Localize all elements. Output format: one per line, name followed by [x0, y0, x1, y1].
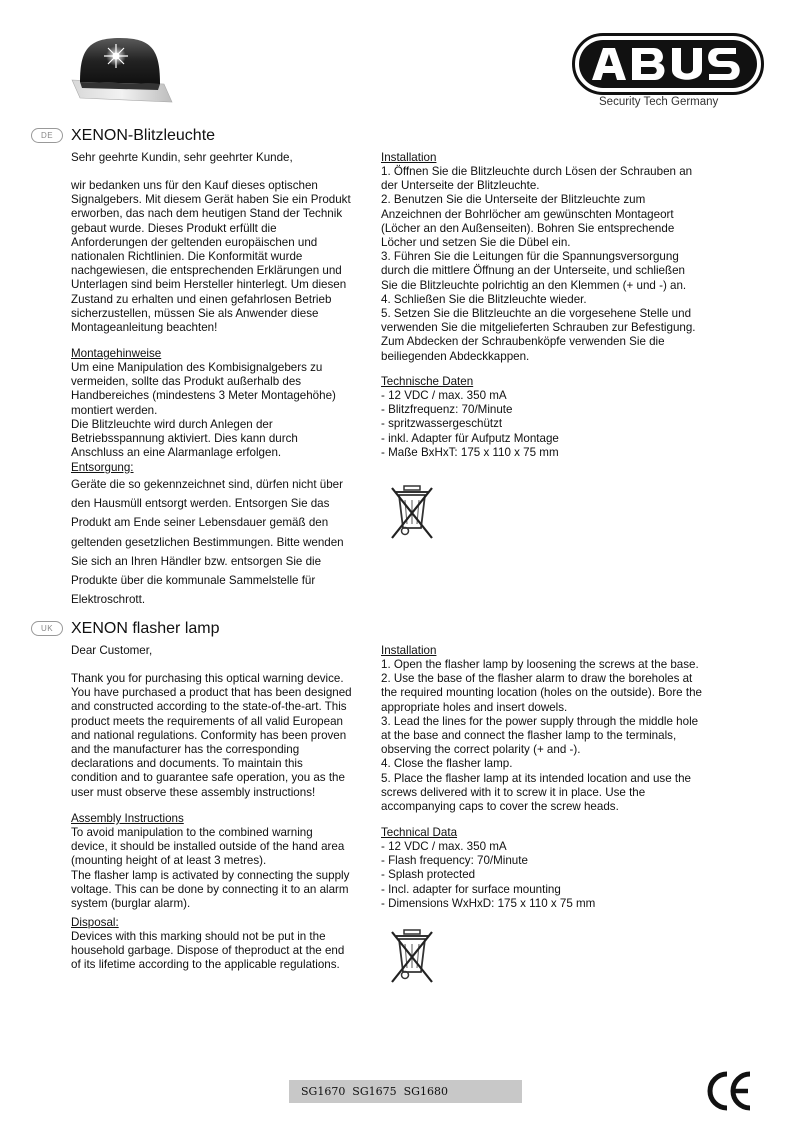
de-assembly-text	[71, 361, 336, 460]
uk-disposal-text	[71, 930, 344, 973]
text-line: Produkt am Ende seiner Lebensdauer gemäß den	[71, 516, 329, 530]
text-line: durch die mittlere Öffnung an der Unterseite, und schließen	[381, 264, 685, 278]
de-tech-list	[381, 389, 559, 460]
text-line: gebaut wurde. Dieses Produkt erfüllt die	[71, 221, 277, 235]
text-line: 2. Use the base of the flasher alarm to draw the boreholes at	[381, 672, 693, 686]
text-line: wir bedanken uns für den Kauf dieses optischen	[71, 179, 318, 192]
text-line: Löcher und setzen Sie die Dübel ein.	[381, 236, 571, 250]
text-line: system (burglar alarm).	[71, 897, 191, 911]
weee-bin-icon	[388, 928, 436, 986]
product-photo	[66, 32, 176, 104]
text-line: Betriebsspannung aktiviert. Dies kann durch	[71, 432, 298, 446]
text-line: erworben, das nach dem heutigen Stand der Technik	[71, 207, 343, 221]
text-line: Sie die Blitzleuchte polrichtig an den Klemmen (+ und -) an.	[381, 278, 687, 292]
spec-item: - 12 VDC / max. 350 mA	[381, 840, 507, 853]
uk-disposal-heading: Disposal:	[71, 916, 119, 929]
text-line: You have purchased a product that has been designed	[71, 686, 352, 700]
spec-item: - spritzwassergeschützt	[381, 417, 503, 431]
text-line: and national regulations. Conformity has been proven	[71, 728, 347, 742]
uk-installation-heading: Installation	[381, 644, 437, 657]
text-line: appropriate holes and insert dowels.	[381, 700, 568, 714]
text-line: 1. Öffnen Sie die Blitzleuchte durch Lösen der Schrauben an	[381, 165, 693, 178]
text-line: Anforderungen der geltenden europäischen und	[71, 235, 318, 249]
text-line: declarations and documents. To maintain this	[71, 757, 303, 771]
text-line: 4. Close the flasher lamp.	[381, 757, 513, 771]
uk-section-title: XENON flasher lamp	[71, 620, 220, 637]
uk-tech-list	[381, 840, 595, 911]
text-line: Signalgebers. Mit diesem Gerät haben Sie ein Produkt	[71, 193, 351, 207]
de-greeting: Sehr geehrte Kundin, sehr geehrter Kunde,	[71, 151, 293, 164]
text-line: Montageanleitung beachten!	[71, 321, 218, 335]
text-line: condition and to guarantee safe operation, you as the	[71, 771, 345, 785]
text-line: geltenden gesetzlichen Bestimmungen. Bitte wenden	[71, 535, 344, 549]
text-line: nachgewiesen, die entsprechenden Erklärungen und	[71, 264, 342, 278]
text-line: user must observe these assembly instructions!	[71, 785, 316, 799]
spec-item: - Blitzfrequenz: 70/Minute	[381, 403, 513, 417]
text-line: 1. Open the flasher lamp by loosening the screws at the base.	[381, 658, 699, 671]
text-line: product meets the requirements of all valid European	[71, 714, 343, 728]
text-line: Unterlagen sind beim Hersteller hinterlegt. Um diesen	[71, 278, 347, 292]
text-line: 2. Benutzen Sie die Unterseite der Blitzleuchte zum	[381, 193, 646, 207]
text-line: and the manufacturer has the corresponding	[71, 743, 300, 757]
text-line: observing the correct polarity (+ and -).	[381, 743, 581, 757]
ce-mark	[706, 1068, 752, 1114]
de-section-title: XENON-Blitzleuchte	[71, 127, 216, 144]
text-line: device, it should be installed outside of the hand area	[71, 840, 345, 854]
text-line: nationalen Richtlinien. Die Konformität wurde	[71, 250, 303, 264]
text-line: (mounting height of at least 3 metres).	[71, 854, 267, 868]
text-line: Zum Abdecken der Schraubenköpfe verwenden Sie die	[381, 335, 665, 349]
uk-installation-text	[381, 658, 702, 814]
uk-assembly-heading: Assembly Instructions	[71, 812, 184, 825]
spec-item: - Dimensions WxHxD: 175 x 110 x 75 mm	[381, 896, 596, 910]
text-line: 4. Schließen Sie die Blitzleuchte wieder.	[381, 292, 587, 306]
text-line: 3. Führen Sie die Leitungen für die Spannungsversorgung	[381, 250, 679, 264]
uk-greeting: Dear Customer,	[71, 644, 153, 657]
model-numbers: SG1670 SG1675 SG1680	[301, 1085, 448, 1098]
text-line: Handbereiches (mindestens 3 Meter Montagehöhe)	[71, 389, 336, 403]
text-line: Elektroschrott.	[71, 593, 146, 607]
text-line: Zustand zu erhalten und einen gefahrlosen Betrieb	[71, 292, 332, 306]
text-line: (Löcher an den Außenseiten). Bohren Sie entsprechende	[381, 221, 675, 235]
text-line: the required mounting location (holes on the outside). Bore the	[381, 686, 702, 700]
text-line: beiliegenden Abdeckkappen.	[381, 349, 530, 363]
text-line: Anzeichnen der Bohrlöcher am gewünschten Montageort	[381, 207, 674, 221]
text-line: and constructed according to the state-of-the-art. This	[71, 700, 347, 714]
spec-item: - Splash protected	[381, 868, 476, 882]
uk-assembly-text	[71, 826, 349, 911]
language-badge-de: DE	[31, 128, 63, 143]
de-intro-text	[71, 179, 351, 335]
text-line: screws delivered with it to screw it in place. Use the	[381, 785, 646, 799]
text-line: Sie sich an Ihren Händler bzw. entsorgen Sie die	[71, 554, 322, 568]
text-line: of its lifetime according to the applicable regulations.	[71, 958, 340, 972]
text-line: 3. Lead the lines for the power supply through the middle hole	[381, 714, 699, 728]
brand-tagline: Security Tech Germany	[599, 96, 719, 108]
text-line: sicherzustellen, müssen Sie als Anwender diese	[71, 306, 319, 320]
spec-item: - Maße BxHxT: 175 x 110 x 75 mm	[381, 445, 559, 459]
text-line: 5. Place the flasher lamp at its intended location and use the	[381, 771, 692, 785]
de-disposal-heading: Entsorgung:	[71, 461, 134, 474]
text-line: The flasher lamp is activated by connecting the supply	[71, 868, 350, 882]
de-assembly-heading: Montagehinweise	[71, 347, 162, 360]
spec-item: - Flash frequency: 70/Minute	[381, 854, 528, 868]
de-installation-heading: Installation	[381, 151, 437, 164]
de-installation-text	[381, 165, 696, 364]
de-disposal-text	[71, 475, 344, 609]
text-line: accompanying caps to cover the screw heads.	[381, 800, 619, 814]
text-line: Die Blitzleuchte wird durch Anlegen der	[71, 417, 273, 431]
text-line: at the base and connect the flasher lamp to the terminals,	[381, 729, 677, 743]
abus-logo	[572, 33, 764, 95]
weee-bin-icon	[388, 484, 436, 542]
text-line: Um eine Manipulation des Kombisignalgebers zu	[71, 361, 323, 374]
spec-item: - 12 VDC / max. 350 mA	[381, 389, 507, 402]
text-line: To avoid manipulation to the combined warning	[71, 826, 313, 839]
text-line: Devices with this marking should not be put in the	[71, 930, 326, 943]
text-line: voltage. This can be done by connecting it to an alarm	[71, 882, 349, 896]
text-line: Thank you for purchasing this optical warning device.	[71, 672, 344, 685]
uk-intro-text	[71, 672, 352, 800]
text-line: household garbage. Dispose of theproduct at the end	[71, 944, 345, 958]
spec-item: - Incl. adapter for surface mounting	[381, 882, 561, 896]
text-line: Produkte über die kommunale Sammelstelle für	[71, 574, 316, 588]
text-line: vermeiden, sollte das Produkt außerhalb des	[71, 375, 302, 389]
text-line: Anschluss an eine Alarmanlage erfolgen.	[71, 446, 282, 460]
text-line: 5. Setzen Sie die Blitzleuchte an die vorgesehene Stelle und	[381, 307, 692, 321]
de-tech-heading: Technische Daten	[381, 375, 474, 388]
language-badge-uk: UK	[31, 621, 63, 636]
text-line: verwenden Sie die mitgelieferten Schrauben zur Befestigung.	[381, 321, 696, 335]
text-line: den Hausmüll entsorgt werden. Entsorgen Sie das	[71, 497, 330, 511]
text-line: Geräte die so gekennzeichnet sind, dürfen nicht über	[71, 478, 343, 491]
uk-tech-heading: Technical Data	[381, 826, 458, 839]
text-line: der Unterseite der Blitzleuchte.	[381, 179, 540, 193]
spec-item: - inkl. Adapter für Aufputz Montage	[381, 431, 559, 445]
text-line: montiert werden.	[71, 403, 158, 417]
